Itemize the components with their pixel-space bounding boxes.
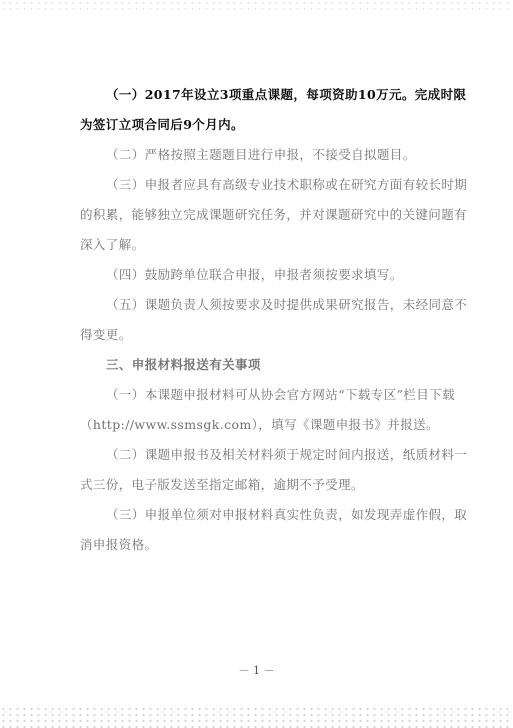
page-number: － 1 －	[238, 664, 275, 677]
scan-noise-top	[0, 0, 513, 14]
paragraph-submission-deadline: （二）课题申报书及相关材料须于规定时间内报送，纸质材料一式三份，电子版发送至指定邮箱，逾期不予受理。	[80, 447, 468, 492]
paragraph-report-submission: （五）课题负责人须按要求及时提供成果研究报告，未经同意不得变更。	[80, 297, 468, 342]
paragraph-applicant-qualification: （三）申报者应具有高级专业技术职称或在研究方面有较长时期的积累，能够独立完成课题研究任务，并对课题研究中的关键问题有深入了解。	[80, 177, 468, 252]
paragraph-download-info: （一）本课题申报材料可从协会官方网站“下载专区”栏目下载（http://www.ssmsgk.com），填写《课题申报书》并报送。	[80, 387, 455, 432]
paragraph-key-topics: （一）2017年设立3项重点课题，每项资助10万元。完成时限为签订立项合同后9个月内。	[80, 87, 467, 132]
paragraph-joint-application: （四）鼓励跨单位联合申报，申报者须按要求填写。	[106, 267, 403, 282]
scan-noise-bottom	[0, 706, 513, 728]
paragraph-authenticity: （三）申报单位须对申报材料真实性负责，如发现弄虚作假，取消申报资格。	[80, 507, 468, 552]
paragraph-topic-rule: （二）严格按照主题题目进行申报，不接受自拟题目。	[106, 147, 416, 162]
document-body	[80, 80, 472, 560]
section-heading-materials: 三、申报材料报送有关事项	[106, 357, 261, 372]
